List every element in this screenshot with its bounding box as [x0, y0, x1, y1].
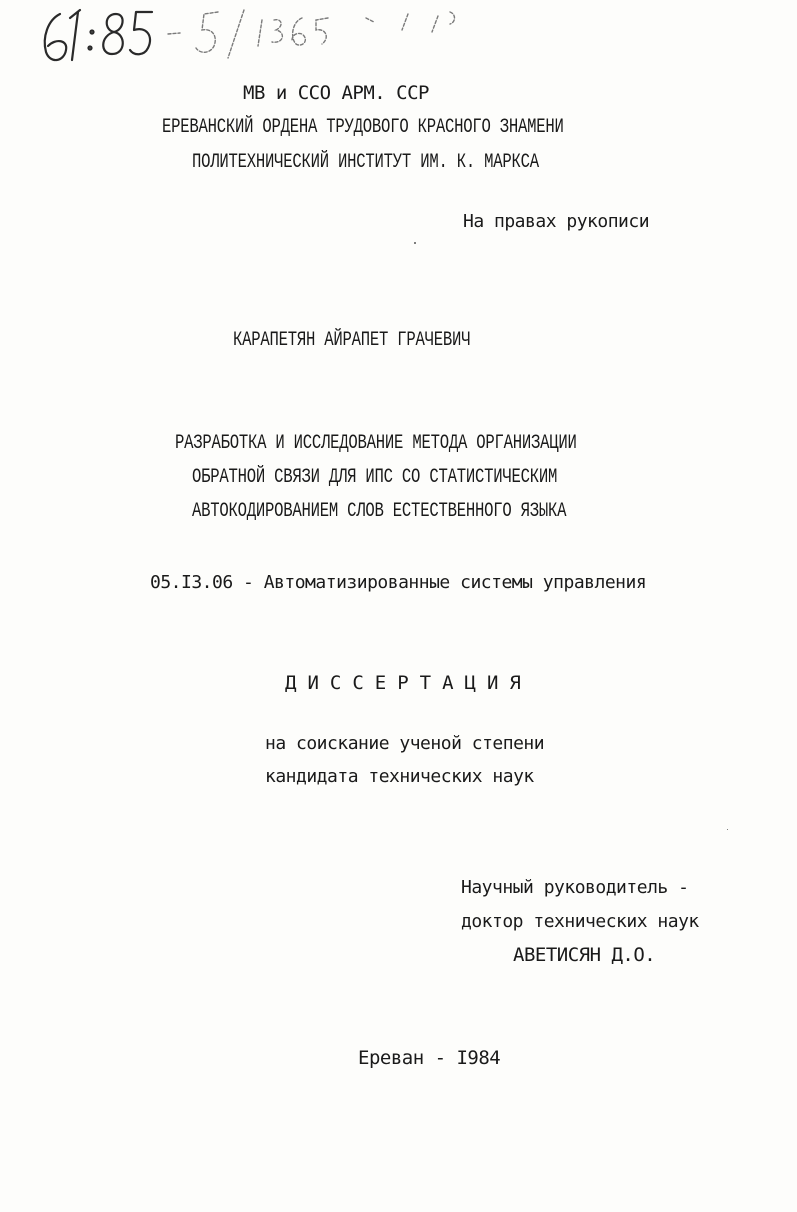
ministry-line: МВ и ССО АРМ. ССР [243, 82, 429, 104]
institute-name-line1: ЕРЕВАНСКИЙ ОРДЕНА ТРУДОВОГО КРАСНОГО ЗНАМЕНИ [162, 116, 564, 139]
degree-line2: кандидата технических наук [265, 766, 534, 787]
dissertation-title-line1: РАЗРАБОТКА И ИССЛЕДОВАНИЕ МЕТОДА ОРГАНИЗАЦИИ [175, 432, 577, 455]
dissertation-title-line3: АВТОКОДИРОВАНИЕМ СЛОВ ЕСТЕСТВЕННОГО ЯЗЫКА [192, 500, 567, 523]
degree-line1: на соискание ученой степени [265, 733, 545, 754]
specialty-code: 05.I3.06 - Автоматизированные системы управления [150, 572, 647, 593]
paper-speck [727, 829, 728, 830]
dissertation-title-line2: ОБРАТНОЙ СВЯЗИ ДЛЯ ИПС СО СТАТИСТИЧЕСКИМ [192, 466, 558, 489]
institute-name-line2: ПОЛИТЕХНИЧЕСКИЙ ИНСТИТУТ ИМ. К. МАРКСА [192, 151, 539, 174]
supervisor-title: доктор технических наук [461, 911, 699, 932]
place-and-year: Ереван - I984 [358, 1047, 501, 1069]
supervisor-label: Научный руководитель - [461, 877, 689, 898]
handwritten-catalog-mark [30, 2, 490, 70]
paper-speck [414, 242, 416, 244]
author-name: КАРАПЕТЯН АЙРАПЕТ ГРАЧЕВИЧ [233, 329, 471, 352]
document-type: ДИССЕРТАЦИЯ [285, 672, 532, 694]
manuscript-rights-note: На правах рукописи [463, 211, 650, 232]
supervisor-name: АВЕТИСЯН Д.О. [513, 944, 656, 966]
